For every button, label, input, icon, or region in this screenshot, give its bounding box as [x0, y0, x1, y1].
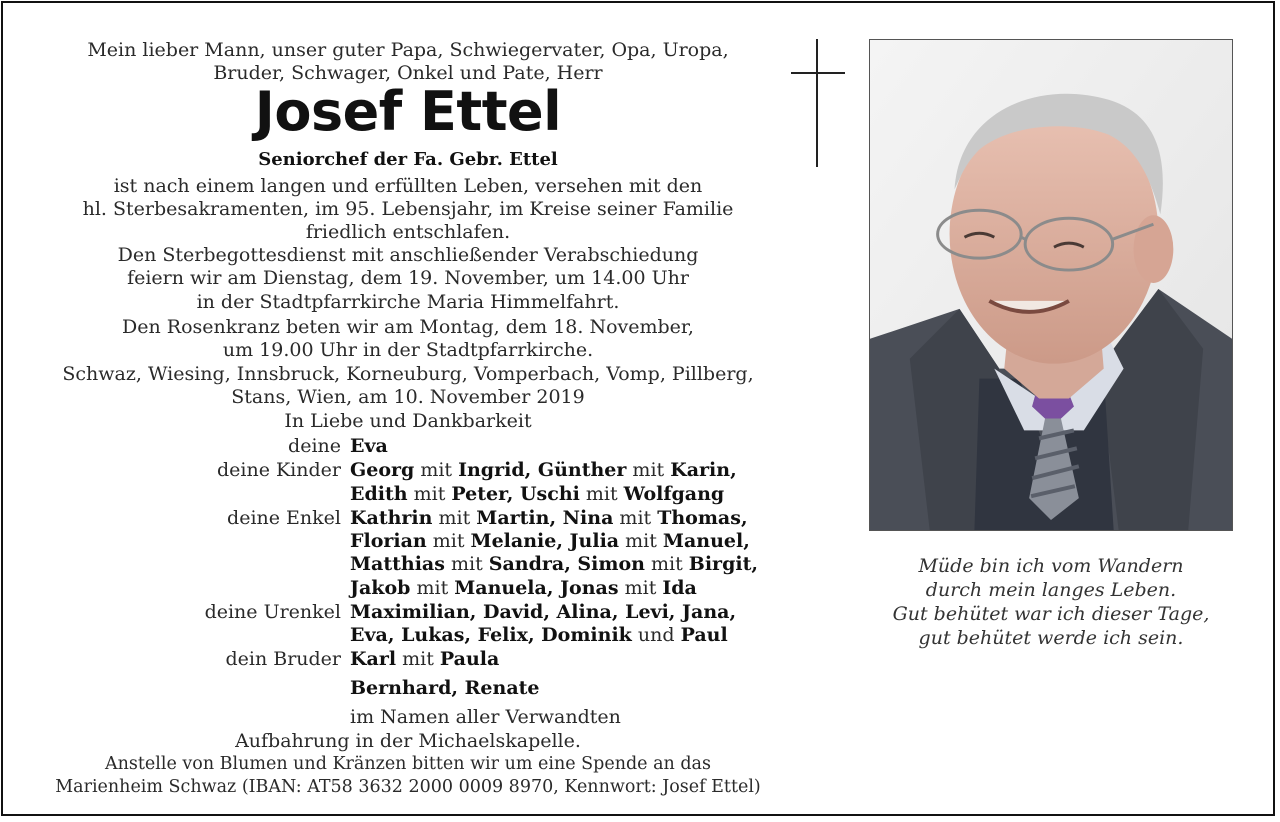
connector-text: mit — [444, 553, 489, 575]
family-member-name: Birgit, — [688, 553, 758, 575]
body-line: um 19.00 Uhr in der Stadtpfarrkirche. — [222, 339, 594, 361]
body-line: Den Rosenkranz beten wir am Montag, dem 18. November, — [122, 316, 694, 338]
obituary-notice — [1, 1, 1275, 816]
family-member-name: Maximilian, David, Alina, Levi, Jana, — [350, 601, 737, 623]
family-label-wife: deine — [288, 435, 341, 457]
connector-text: mit — [618, 577, 663, 599]
family-member-name: Ingrid, Günther — [458, 459, 627, 481]
family-member-name: Sandra, Simon — [488, 553, 645, 575]
donation-line-2: Marienheim Schwaz (IBAN: AT58 3632 2000 0009 8970, Kennwort: Josef Ettel) — [55, 777, 761, 797]
family-member-name: Manuela, Jonas — [454, 577, 619, 599]
cross-icon — [816, 39, 818, 167]
family-relatives: im Namen aller Verwandten — [350, 706, 621, 728]
family-label-brother: dein Bruder — [225, 648, 341, 670]
family-member-name: Florian — [350, 530, 427, 552]
family-member-name: Eva, Lukas, Felix, Dominik — [350, 624, 632, 646]
family-label-children: deine Kinder — [216, 459, 341, 481]
connector-text: mit — [414, 459, 459, 481]
connector-text: mit — [644, 553, 689, 575]
family-label-grandchildren: deine Enkel — [227, 507, 341, 529]
connector-text: mit — [407, 483, 452, 505]
poem-line: durch mein langes Leben. — [925, 579, 1177, 601]
body-line: friedlich entschlafen. — [305, 221, 511, 243]
family-wife: Eva — [350, 435, 388, 457]
connector-text: und — [631, 624, 681, 646]
body-line: Stans, Wien, am 10. November 2019 — [231, 386, 585, 408]
family-member-name: Karin, — [670, 459, 737, 481]
family-member-name: Matthias — [350, 553, 445, 575]
body-line: Den Sterbegottesdienst mit anschließender Verabschiedung — [117, 244, 699, 266]
body-line: in der Stadtpfarrkirche Maria Himmelfahrt. — [196, 291, 620, 313]
family-member-name: Thomas, — [657, 507, 748, 529]
connector-text: mit — [579, 483, 624, 505]
family-label-greatgrandchildren: deine Urenkel — [204, 601, 341, 623]
subtitle: Seniorchef der Fa. Gebr. Ettel — [258, 149, 558, 170]
family-greatgrandchildren-line — [350, 624, 728, 646]
family-member-name: Melanie, Julia — [470, 530, 620, 552]
connector-text: mit — [626, 459, 671, 481]
family-children-line — [350, 483, 724, 505]
body-line: feiern wir am Dienstag, dem 19. November, um 14.00 Uhr — [127, 267, 689, 289]
poem-line: Gut behütet war ich dieser Tage, — [892, 603, 1210, 625]
laying-out: Aufbahrung in der Michaelskapelle. — [235, 730, 581, 752]
family-children-line — [350, 459, 737, 481]
family-member-name: Georg — [350, 459, 415, 481]
body-line: Schwaz, Wiesing, Innsbruck, Korneuburg, Vomperbach, Vomp, Pillberg, — [62, 363, 754, 385]
poem-line: gut behütet werde ich sein. — [918, 627, 1184, 649]
family-member-name: Karl — [350, 648, 397, 670]
connector-text: mit — [619, 530, 663, 552]
family-member-name: Ida — [662, 577, 697, 599]
family-member-name: Jakob — [350, 577, 411, 599]
family-member-name: Kathrin — [350, 507, 433, 529]
poem — [869, 554, 1233, 650]
body-line: hl. Sterbesakramenten, im 95. Lebensjahr, im Kreise seiner Familie — [82, 198, 734, 220]
connector-text: mit — [613, 507, 658, 529]
connector-text: mit — [410, 577, 455, 599]
donation-line-1: Anstelle von Blumen und Kränzen bitten wir um eine Spende an das — [105, 754, 711, 774]
connector-text: mit — [396, 648, 440, 670]
family-member-name: Edith — [350, 483, 408, 505]
intro-line-2: Bruder, Schwager, Onkel und Pate, Herr — [213, 62, 603, 84]
family-member-name: Martin, Nina — [476, 507, 614, 529]
family-member-name: Manuel, — [662, 530, 750, 552]
body-line: ist nach einem langen und erfüllten Leben, versehen mit den — [113, 175, 703, 197]
family-member-name: Peter, Uschi — [451, 483, 580, 505]
poem-line: Müde bin ich vom Wandern — [918, 555, 1184, 577]
family-brother-line — [350, 648, 499, 670]
family-member-name: Paula — [439, 648, 500, 670]
family-member-name: Paul — [680, 624, 728, 646]
portrait-photo — [869, 39, 1233, 531]
family-member-name: Wolfgang — [623, 483, 725, 505]
family-others: Bernhard, Renate — [350, 677, 540, 699]
cross-icon-bar — [791, 72, 845, 74]
family-grandchildren-line — [350, 553, 758, 575]
portrait-illustration — [870, 40, 1232, 530]
family-grandchildren-line — [350, 577, 697, 599]
connector-text: mit — [432, 507, 477, 529]
body-line: In Liebe und Dankbarkeit — [284, 410, 532, 432]
family-greatgrandchildren-line — [350, 601, 736, 623]
intro-line-1: Mein lieber Mann, unser guter Papa, Schwiegervater, Opa, Uropa, — [87, 39, 729, 61]
connector-text: mit — [426, 530, 471, 552]
family-grandchildren-line — [350, 530, 750, 552]
deceased-name: Josef Ettel — [254, 80, 562, 143]
family-grandchildren-line — [350, 507, 748, 529]
